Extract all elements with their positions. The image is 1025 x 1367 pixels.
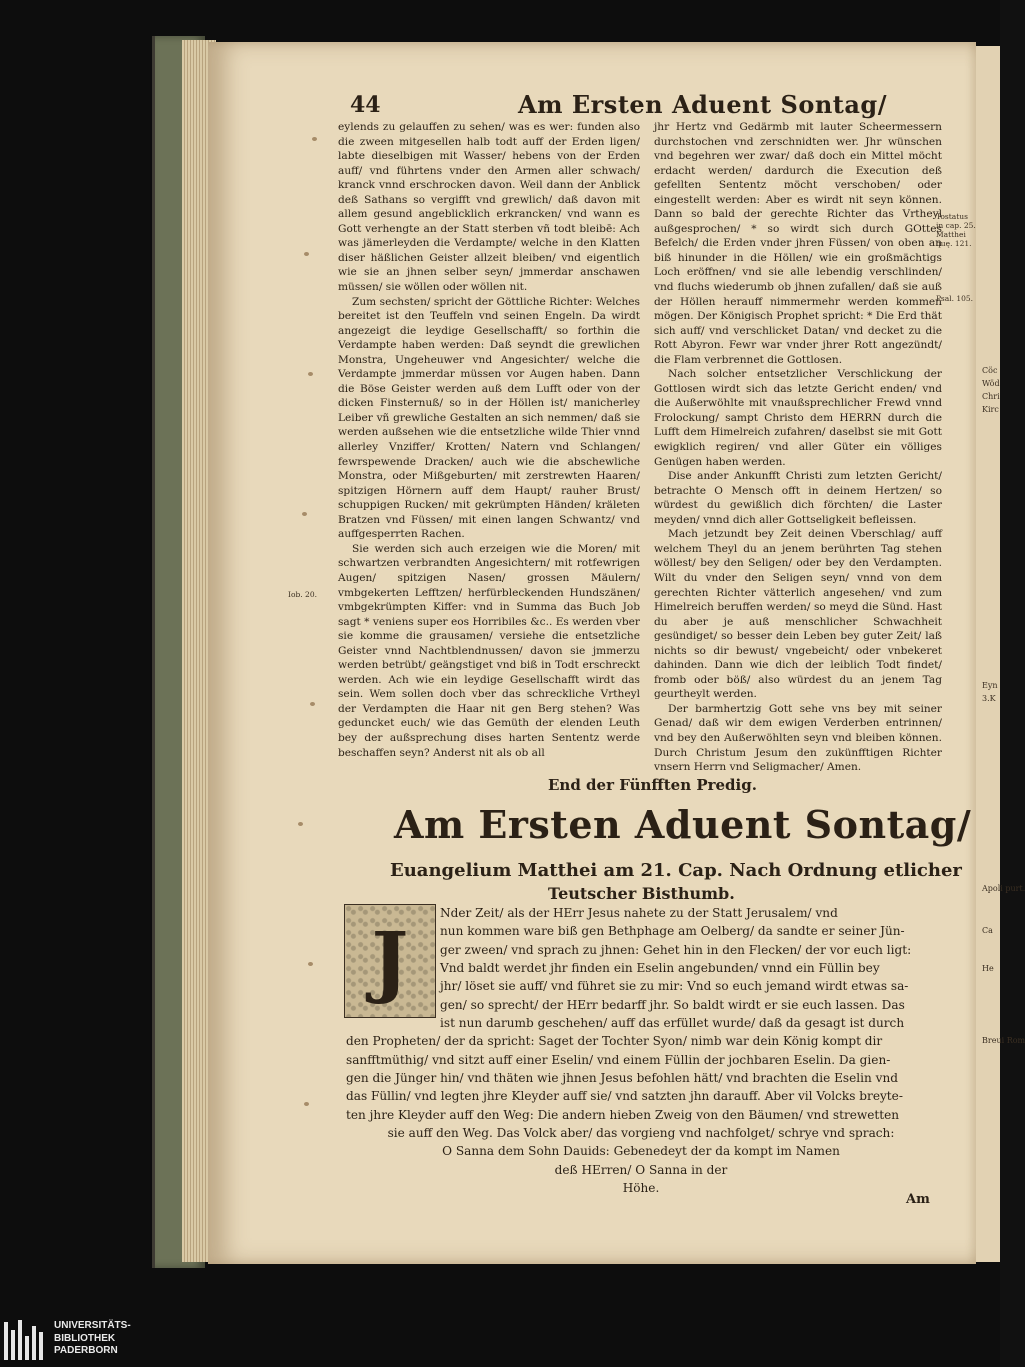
margin-note-tostatus: Tostatus in cap. 25. Matthei quę. 121. xyxy=(936,212,976,248)
gospel-line: Nder Zeit/ als der HErr Jesus nahete zu der Statt Jerusalem/ vnd xyxy=(440,906,838,920)
gospel-line: sanfftmüthig/ vnd sitzt auff einer Eselin/ vnd einem Füllin der jochbaren Eselin. Da gien- xyxy=(346,1052,891,1067)
adjacent-fragment: Chri xyxy=(982,392,1000,401)
left-paragraph-2: Zum sechsten/ spricht der Göttliche Richter: Welches bereitet ist den Teuffeln vnd seinen Engeln. Da wirdt angezeigt die leydige Gesellschafft/ so forthin die Verdampte haben werden: Daß seyndt die grewlichen Monstra, Ungeheuwer vnd Angesichter/ welche die Verdampte jmmerdar müssen vor Augen haben. Dann die Böse Geister werden auß dem Lufft oder von der dicken Finsternuß/ so in der Höllen ist/ manicherley Leiber vñ grewliche Gestalten an sich nemmen/ daß sie werden außsehen wie die entsetzliche wilde Thier vnnd allerley Vnziffer/ Krotten/ Natern vnd Schlangen/ fewrspewende Dracken/ auch wie die abschewliche Monstra, oder Mißgeburten/ mit zerstrewten Haaren/ spitzigen Hörnern auff dem Haupt/ rauher Brust/ schuppigen Rucken/ mit gekrümpten Händen/ kräleten Bratzen vnd Füssen/ mit einen langen Schwantz/ vnd auffgesperrten Rachen. xyxy=(338,295,640,541)
section-subtitle: Euangelium Matthei am 21. Cap. Nach Ordnung etlicher xyxy=(390,860,962,881)
adjacent-fragment: Apoli purt. xyxy=(982,884,1025,893)
paper-stain xyxy=(308,372,313,376)
gospel-line: O Sanna dem Sohn Dauids: Gebenedeyt der da kompt im Namen xyxy=(442,1144,840,1159)
margin-note-psalm: Psal. 105. xyxy=(936,294,974,303)
library-logo-icon xyxy=(4,1318,48,1360)
gospel-line: sie auff den Weg. Das Volck aber/ das vorgieng vnd nachfolget/ schrye vnd sprach: xyxy=(387,1126,895,1141)
adjacent-fragment: Breui Rom xyxy=(982,1036,1025,1045)
library-logo-text: UNIVERSITÄTS- BIBLIOTHEK PADERBORN xyxy=(54,1320,131,1356)
right-paragraph-4: Mach jetzundt bey Zeit deinen Vberschlag/ auff welchem Theyl du an jenem berührten Tag stehen wöllest/ bey den Seligen/ oder bey den Verdampten. Wilt du vnder den Seligen seyn/ vnnd von dem gerechten Richter vätterlich angesehen/ vnd zum Himelreich beruffen werden/ so meyd die Sünd. Hast du aber je auß menschlicher Schwachheit gesündiget/ so besser dein Leben bey guter Zeit/ laß nichts so dir bewust/ vngebeicht/ oder vnbekeret dahinden. Dann wie dich der leiblich Todt findet/ fromb oder böß/ also würdest du an jenem Tag geurtheylt werden. xyxy=(654,528,942,701)
running-head xyxy=(208,90,976,120)
gospel-text xyxy=(346,904,936,1198)
adjacent-fragment: He xyxy=(982,964,994,973)
running-title: Am Ersten Aduent Sontag/ xyxy=(518,90,887,119)
right-paragraph-2: Nach solcher entsetzlicher Verschlickung der Gottlosen wirdt sich das letzte Gericht enden/ vnd die Außerwöhlte mit vnaußsprechlicher Frewd vnnd Frolockung/ sampt Christo dem HERRN durch die Lufft dem Himelreich zufahren/ daselbst sie mit Gott ewigklich regiren/ vnd aller Güter ein völliges Genügen haben werden. xyxy=(654,368,942,468)
left-column xyxy=(338,120,640,760)
catchword: Am xyxy=(906,1192,930,1207)
right-column xyxy=(654,120,942,775)
gospel-line: ger zween/ vnd sprach zu jhnen: Gehet hin in den Flecken/ der vor euch ligt: xyxy=(440,942,912,957)
paper-stain xyxy=(308,962,313,966)
gospel-line: deß HErren/ O Sanna in der xyxy=(554,1162,728,1177)
paper-stain xyxy=(298,822,303,826)
gospel-line: ten jhre Kleyder auff den Weg: Die andern hieben Zweig von den Bäumen/ vnd strewetten xyxy=(346,1107,900,1122)
margin-note-job: Iob. 20. xyxy=(288,590,317,599)
adjacent-page-edge xyxy=(976,46,1025,1262)
gospel-line: Höhe. xyxy=(622,1181,660,1196)
right-paragraph-3: Dise ander Ankunfft Christi zum letzten Gericht/ betrachte O Mensch offt in deinem Hertzen/ so würdest du gewißlich dich förchten/ die Laster meyden/ vnnd dich aller Gottseligkeit befleissen. xyxy=(654,470,942,526)
library-logo xyxy=(4,1318,144,1360)
gospel-line: den Propheten/ der da spricht: Saget der Tochter Syon/ nimb war dein König kompt dir xyxy=(346,1034,883,1049)
gospel-line: das Füllin/ vnd legten jhre Kleyder auff sie/ vnd satzten jhn darauff. Aber vil Volcks breyte- xyxy=(346,1089,903,1104)
gospel-line: nun kommen ware biß gen Bethphage am Oelberg/ da sandte er seiner Jün- xyxy=(440,924,905,939)
adjacent-fragment: Wöd xyxy=(982,379,1000,388)
book-page xyxy=(208,42,976,1264)
paper-stain xyxy=(310,702,315,706)
page-number: 44 xyxy=(350,92,381,118)
adjacent-fragment: Eyn xyxy=(982,681,998,690)
section-title: Am Ersten Aduent Sontag/ xyxy=(394,802,972,847)
gospel-line: gen die Jünger hin/ vnd thäten wie jhnen Jesus befohlen hätt/ vnd brachten die Eselin vnd xyxy=(346,1071,898,1086)
paper-stain xyxy=(304,1102,309,1106)
sermon-end-line: End der Fünfften Predig. xyxy=(548,776,757,794)
adjacent-fragment: Kirc xyxy=(982,405,999,414)
right-paragraph-1: jhr Hertz vnd Gedärmb mit lauter Scheermessern durchstochen vnd zerschnidten wer. Jhr wünschen vnd begehren wer zwar/ daß doch ein Mittel möcht erdacht werden/ dardurch die Execution deß gefellten Sententz möcht verschoben/ oder eingestellt werden: Aber es wirdt nit seyn können. Dann so bald der gerechte Richter das Vrtheyl außgesprochen/ * so wirdt sich durch GOttes Befelch/ die Erden vnder jhren Füssen/ von oben an biß hinunder in die Höllen/ wie ein großmächtigs Loch eröffnen/ vnd sie alle lebendig verschlinden/ vnd fluchs wiederumb ob jhnen zufallen/ daß sie auß der Höllen herauff nimmermehr werden kommen mögen. Der Königisch Prophet spricht: * Die Erd thät sich auff/ vnd verschlicket Datan/ vnd decket zu die Rott Abyron. Fewr war vnder jhrer Rott angezündt/ die Flam verbrennet die Gottlosen. xyxy=(654,121,942,366)
adjacent-fragment: 3.K xyxy=(982,694,996,703)
gospel-line: gen/ so sprecht/ der HErr bedarff jhr. So baldt wirdt er sie euch lassen. Das xyxy=(440,997,905,1012)
left-paragraph-1: eylends zu gelauffen zu sehen/ was es wer: funden also die zween mitgesellen halb todt auff der Erden ligen/ labte dieselbigen mit Wasser/ hebens von der Erden auff/ vnd führtens vnder den Armen aller schwach/ kranck vnnd erschrocken davon. Weil dann der Anblick deß Sathans so vergifft vnd grewlich/ daß davon mit allem gesund angeblicklich erkrancken/ vnd wann es Gott verhengte an der Statt sterben vñ todt bleibē: Ach was jämerleyden die Verdampte/ welche in den Klatten diser häßlichen Geister allzeit bleiben/ vnd eigentlich wie sie an jhnen selber seyn/ jmmerdar anschawen müssen/ sie wöllen oder wöllen nit. xyxy=(338,121,640,294)
adjacent-fragment: Ca xyxy=(982,926,993,935)
section-subtitle-2: Teutscher Bisthumb. xyxy=(548,884,735,903)
paper-stain xyxy=(304,252,309,256)
paper-stain xyxy=(302,512,307,516)
gospel-line: Vnd baldt werdet jhr finden ein Eselin angebunden/ vnnd ein Füllin bey xyxy=(440,961,880,976)
decorated-initial: J xyxy=(344,904,436,1018)
left-paragraph-3: Sie werden sich auch erzeigen wie die Moren/ mit schwartzen verbrandten Angesichtern/ mit rotfewrigen Augen/ spitzigen Nasen/ grossen Mäulern/ vmbgekerten Lefftzen/ herfürbleckenden Hundszänen/ vmbgekrümpten Kiffer: vnd in Summa das Buch Job sagt * veniens super eos Horribiles &c.. Es werden vber sie komme die grausamen/ versiehe die entsetzliche Geister vnnd Nachtblendnussen/ davon sie jmmerzu werden betrübt/ geängstiget vnd biß in Todt erschreckt werden. Ach wie ein leydige Gesellschafft wirdt das sein. Wem sollen doch vber das schreckliche Vrtheyl der Verdampten die Haar nit gen Berg stehen? Was geduncket euch/ wie das Gemüth der elenden Leuth bey der außsprechung dises harten Sententz werde beschaffen seyn? Anderst nit als ob all xyxy=(338,542,640,759)
gospel-line: ist nun darumb geschehen/ auff das erfüllet wurde/ daß da gesagt ist durch xyxy=(440,1016,905,1031)
right-paragraph-5: Der barmhertzig Gott sehe vns bey mit seiner Genad/ daß wir dem ewigen Verderben entrinnen/ vnd bey den Außerwöhlten seyn vnd bleiben können. Durch Christum Jesum den zukünfftigen Richter vnsern Herrn vnd Seligmacher/ Amen. xyxy=(654,702,942,774)
adjacent-fragment: Cöc xyxy=(982,366,998,375)
gospel-line: jhr/ löset sie auff/ vnd führet sie zu mir: Vnd so euch jemand wirdt etwas sa- xyxy=(440,979,909,994)
paper-stain xyxy=(312,137,317,141)
